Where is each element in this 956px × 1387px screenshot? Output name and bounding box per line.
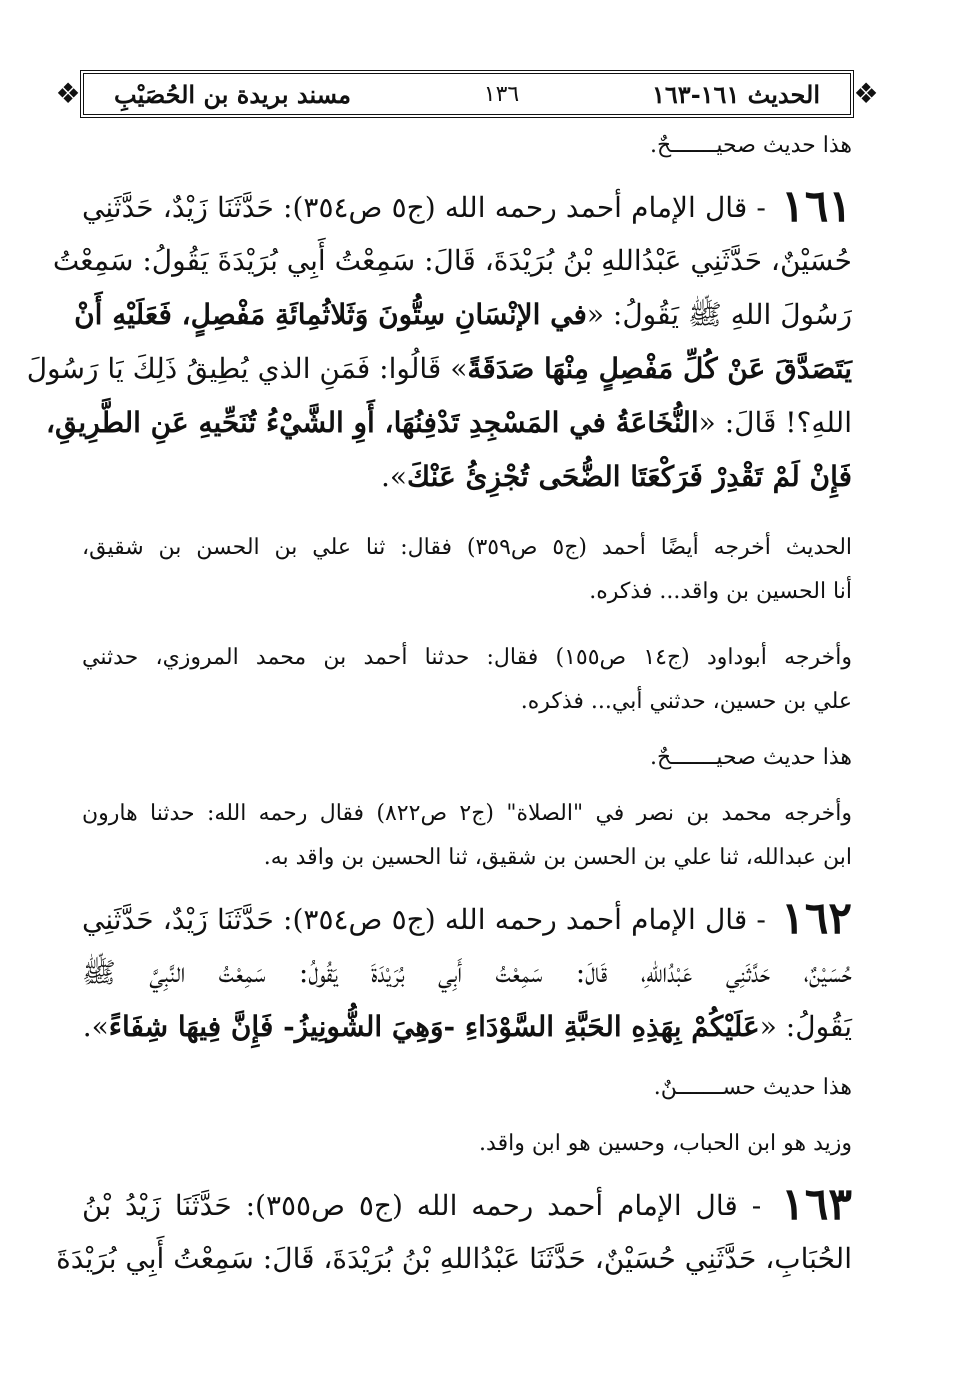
page-body [26,124,853,1286]
hadith-line: حُسَيْنٌ، حَدَّثَنِي عَبْدُاللهِ بْنُ بُرَيْدَةَ، قَالَ: سَمِعْتُ أَبِي بُرَيْدَةَ يَقُولُ: سَمِعْتُ [52,244,852,277]
hadith-line: يَقُولُ: «عَلَيْكُمْ بِهَذِهِ الحَبَّةِ السَّوْدَاءِ -وَهِيَ الشُّونِيزُ- فَإِنَّ فِيهَا شِفَاءً». [82,1010,852,1043]
takhrij-note: وأخرجه محمد بن نصر في "الصلاة" (ج٢ ص٨٢٢) فقال رحمه الله: حدثنا هارون ابن عبدالله، ثنا علي بن الحسن بن شقيق، ثنا الحسين بن واقد به. [82,801,852,870]
takhrij-note: وأخرجه أبوداود (ج١٤ ص١٥٥) فقال: حدثنا أحمد بن محمد المروزي، حدثني علي بن حسين، حدثني أبي... فذكره. [82,645,853,714]
hadith-line: حُسَيْنٌ، حَدَّثَنِي عَبْدُاللهِ، قَالَ: سَمِعْتُ أَبِي بُرَيْدَةَ يَقُولُ: سَمِعْتُ النَّبِيَّ ﷺ [82,956,852,989]
ornament-icon: ❖ [853,77,879,110]
grade-line: هذا حديث صحيـــــــحٌ. [650,745,852,770]
hadith-line: يَتَصَدَّقَ عَنْ كُلِّ مَفْصِلٍ مِنْهَا صَدَقَةً» قَالُوا: فَمَنِ الذي يُطِيقُ ذَلِكَ يَا رَسُولَ [26,352,852,385]
narrator-note: وزيد هو ابن الحباب، وحسين هو ابن واقد. [479,1131,852,1156]
grade-line: هذا حديث صحيـــــــحٌ. [650,133,852,158]
hadith-number: ١٦١ [781,181,852,232]
hadith-line: ١٦٢ - قال الإمام أحمد رحمه الله (ج٥ ص٣٥٤): حَدَّثَنَا زَيْدٌ، حَدَّثَنِي [82,893,852,944]
hadith-line: الحُبَابِ، حَدَّثَنِي حُسَيْنٌ، حَدَّثَنَا عَبْدُاللهِ بْنُ بُرَيْدَةَ، قَالَ: سَمِعْتُ أَبِي بُرَيْدَةَ [56,1242,852,1275]
page-header [80,70,854,118]
header-musnad-title: مسند بريدة بن الحُصَيْبِ [114,79,351,109]
takhrij-note: الحديث أخرجه أيضًا أحمد (ج٥ ص٣٥٩) فقال: ثنا علي بن الحسن بن شقيق، أنا الحسين بن واقد... فذكره. [82,535,853,604]
hadith-163 [56,1178,852,1286]
hadith-line: ١٦٣ - قال الإمام أحمد رحمه الله (ج٥ ص٣٥٥): حَدَّثَنَا زَيْدُ بْنُ [82,1179,852,1230]
ornament-icon: ❖ [55,77,81,110]
hadith-number: ١٦٢ [781,893,852,944]
grade-line: هذا حديث حســـــــنٌ. [653,1075,852,1100]
hadith-line: رَسُولَ اللهِ ﷺ يَقُولُ: «في الإنْسَانِ سِتُّونَ وَثَلاثُمِائَةِ مَفْصِلٍ، فَعَلَيْهِ أَنْ [74,298,852,331]
hadith-161 [26,180,852,504]
hadith-line: فَإِنْ لَمْ تَقْدِرْ فَرَكْعَتَا الضُّحَى تُجْزِئُ عَنْكَ». [381,460,852,493]
hadith-line: اللهِ؟! قَالَ: «النُّخَاعَةُ في المَسْجِدِ تَدْفِنُهَا، أَوِ الشَّيْءُ تُنَحِّيهِ عَنِ الطَّرِيقِ، [46,406,852,439]
hadith-162 [82,892,852,1054]
page-number: ١٣٦ [483,81,520,107]
hadith-number: ١٦٣ [781,1179,852,1230]
header-hadith-range: الحديث ١٦١-١٦٣ [652,79,820,109]
hadith-line: ١٦١ - قال الإمام أحمد رحمه الله (ج٥ ص٣٥٤): حَدَّثَنَا زَيْدٌ، حَدَّثَنِي [82,181,852,232]
